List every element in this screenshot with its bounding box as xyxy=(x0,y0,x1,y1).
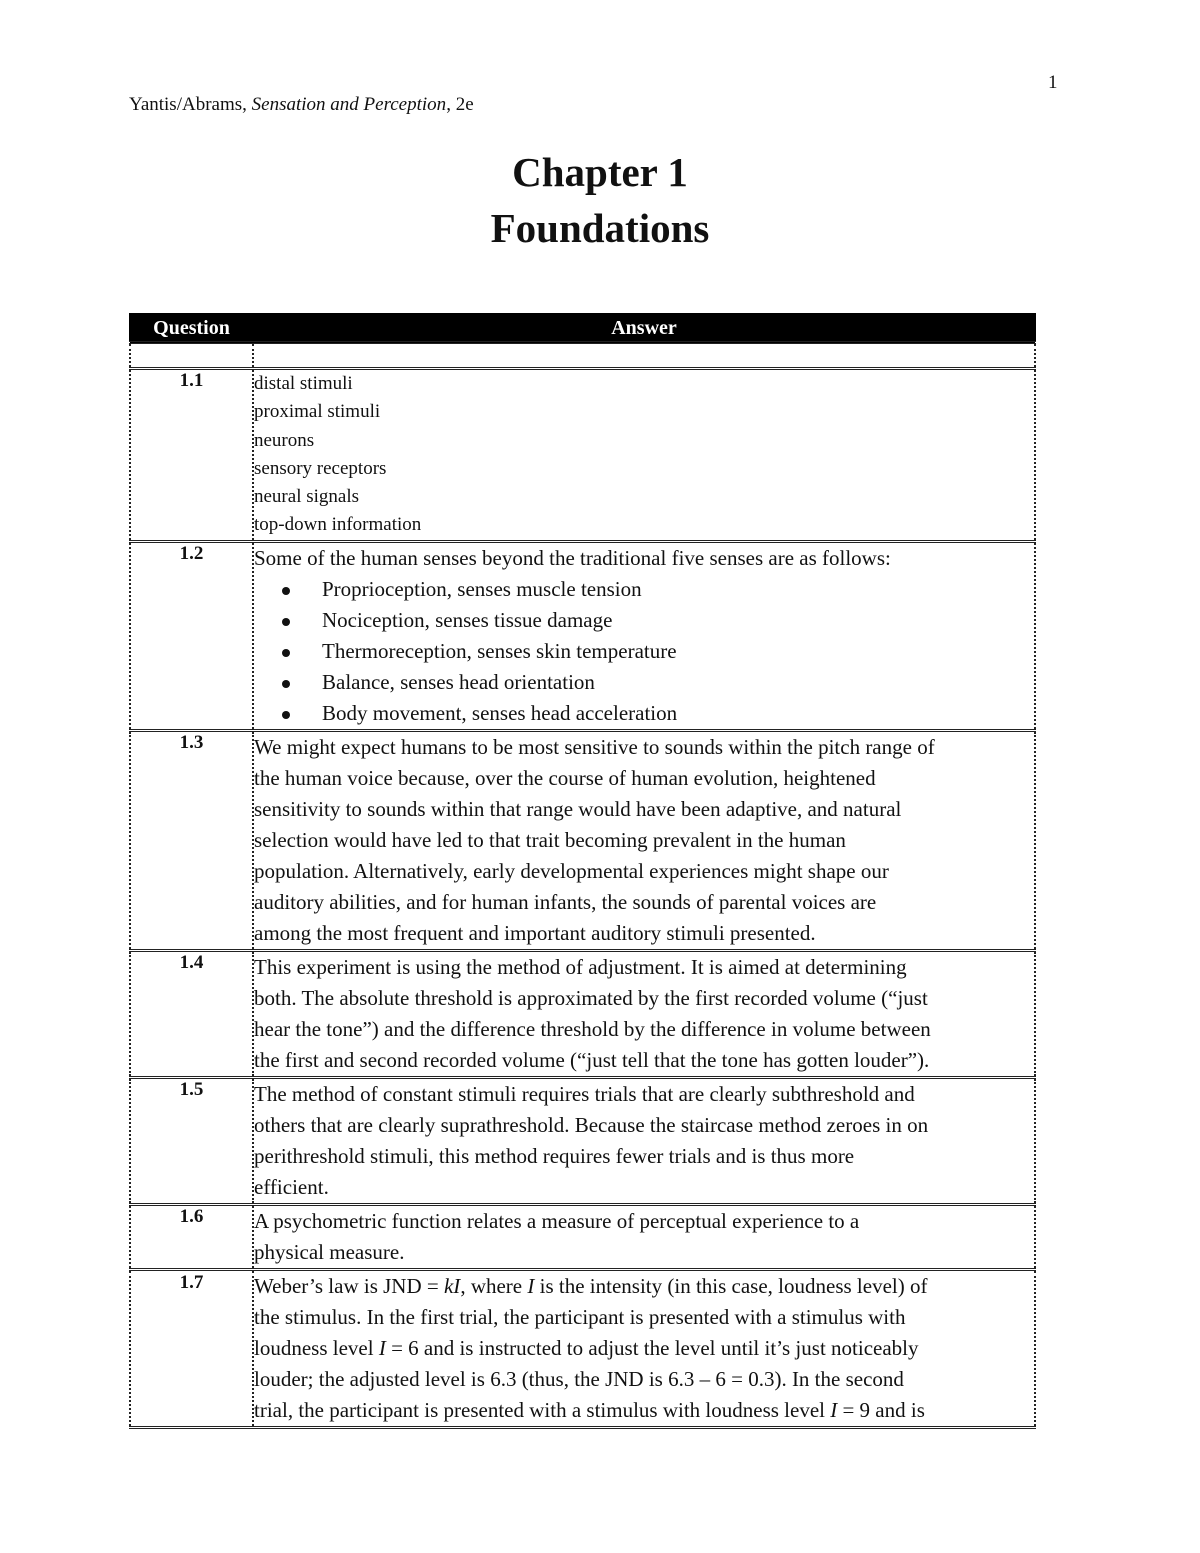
answer-column-header: Answer xyxy=(253,314,1035,343)
running-head-authors: Yantis/Abrams, xyxy=(129,94,247,115)
question-number: 1.2 xyxy=(130,541,253,730)
question-number: 1.5 xyxy=(130,1077,253,1204)
answer-line: population. Alternatively, early developmental experiences might shape our xyxy=(254,858,889,883)
table-header-row xyxy=(130,314,1035,343)
answer-line: others that are clearly suprathreshold. Because the staircase method zeroes in on xyxy=(254,1112,929,1137)
answer-intro: Some of the human senses beyond the traditional five senses are as follows: xyxy=(254,545,891,570)
answer-cell xyxy=(253,1204,1035,1269)
answer-item: top-down information xyxy=(254,514,422,536)
question-answer-table xyxy=(129,313,1036,1429)
answer-cell xyxy=(253,950,1035,1077)
answer-line: the first and second recorded volume (“just tell that the tone has gotten louder”). xyxy=(254,1047,930,1072)
chapter-heading xyxy=(0,144,1200,256)
text-run: loudness level xyxy=(254,1335,379,1360)
table-row-spacer xyxy=(130,343,1035,369)
question-column-header: Question xyxy=(130,314,253,343)
math-variable: I xyxy=(378,1335,386,1360)
answer-cell xyxy=(253,1269,1035,1427)
answer-line: hear the tone”) and the difference threshold by the difference in volume between xyxy=(254,1016,931,1041)
bullet-item: Nociception, senses tissue damage xyxy=(278,605,1034,636)
table-row xyxy=(130,730,1035,950)
chapter-number: Chapter 1 xyxy=(512,149,688,195)
answer-cell xyxy=(253,541,1035,730)
answer-line: efficient. xyxy=(254,1174,329,1199)
spacer-cell xyxy=(253,343,1035,369)
question-number: 1.4 xyxy=(130,950,253,1077)
table-row xyxy=(130,1204,1035,1269)
bullet-list xyxy=(254,574,1034,729)
answer-line xyxy=(254,1395,1034,1426)
page-number: 1 xyxy=(1048,72,1058,93)
table-row xyxy=(130,950,1035,1077)
answer-line: both. The absolute threshold is approximated by the first recorded volume (“just xyxy=(254,985,928,1010)
table-row xyxy=(130,1269,1035,1427)
answer-line: A psychometric function relates a measure of perceptual experience to a xyxy=(254,1208,860,1233)
chapter-title: Foundations xyxy=(490,205,710,251)
text-run: is the intensity (in this case, loudness level) of xyxy=(534,1273,928,1298)
answer-line: The method of constant stimuli requires trials that are clearly subthreshold and xyxy=(254,1081,915,1106)
spacer-cell xyxy=(130,343,253,369)
answer-line: This experiment is using the method of adjustment. It is aimed at determining xyxy=(254,954,907,979)
question-number: 1.1 xyxy=(130,369,253,542)
answer-item: neurons xyxy=(254,429,315,451)
text-run: trial, the participant is presented with a stimulus with loudness level xyxy=(254,1397,831,1422)
answer-line: among the most frequent and important auditory stimuli presented. xyxy=(254,920,816,945)
answer-line: physical measure. xyxy=(254,1239,405,1264)
answer-item: neural signals xyxy=(254,486,360,508)
bullet-item: Proprioception, senses muscle tension xyxy=(278,574,1034,605)
bullet-item: Body movement, senses head acceleration xyxy=(278,698,1034,729)
answer-line: selection would have led to that trait becoming prevalent in the human xyxy=(254,827,846,852)
answer-cell xyxy=(253,730,1035,950)
answer-line xyxy=(254,1271,1034,1302)
running-head xyxy=(129,94,474,116)
text-run: = 9 and is xyxy=(837,1397,925,1422)
question-number: 1.3 xyxy=(130,730,253,950)
question-number: 1.7 xyxy=(130,1269,253,1427)
math-variable: kI xyxy=(443,1273,461,1298)
answer-item: distal stimuli xyxy=(254,373,353,394)
table-row xyxy=(130,369,1035,542)
text-run: , where xyxy=(460,1273,528,1298)
table-row xyxy=(130,1077,1035,1204)
math-variable: I xyxy=(830,1397,838,1422)
answer-line: perithreshold stimuli, this method requires fewer trials and is thus more xyxy=(254,1143,855,1168)
answer-item: proximal stimuli xyxy=(254,401,381,423)
bullet-item: Balance, senses head orientation xyxy=(278,667,1034,698)
running-head-book-title: Sensation and Perception xyxy=(251,94,447,115)
math-variable: I xyxy=(527,1273,535,1298)
answer-line xyxy=(254,1333,1034,1364)
answer-cell xyxy=(253,369,1035,542)
running-head-edition: , 2e xyxy=(446,94,474,115)
answer-line: We might expect humans to be most sensitive to sounds within the pitch range of xyxy=(254,734,935,759)
table-row xyxy=(130,541,1035,730)
question-number: 1.6 xyxy=(130,1204,253,1269)
answer-line: the human voice because, over the course of human evolution, heightened xyxy=(254,765,876,790)
answer-cell xyxy=(253,1077,1035,1204)
text-run: = 6 and is instructed to adjust the level until it’s just noticeably xyxy=(385,1335,919,1360)
answer-item: sensory receptors xyxy=(254,457,387,479)
answer-line: auditory abilities, and for human infants, the sounds of parental voices are xyxy=(254,889,877,914)
answer-line: the stimulus. In the first trial, the participant is presented with a stimulus with xyxy=(254,1304,906,1329)
text-run: Weber’s law is JND = xyxy=(254,1273,444,1298)
bullet-item: Thermoreception, senses skin temperature xyxy=(278,636,1034,667)
answer-line: sensitivity to sounds within that range would have been adaptive, and natural xyxy=(254,796,902,821)
answer-line: louder; the adjusted level is 6.3 (thus, the JND is 6.3 – 6 = 0.3). In the second xyxy=(254,1366,904,1391)
